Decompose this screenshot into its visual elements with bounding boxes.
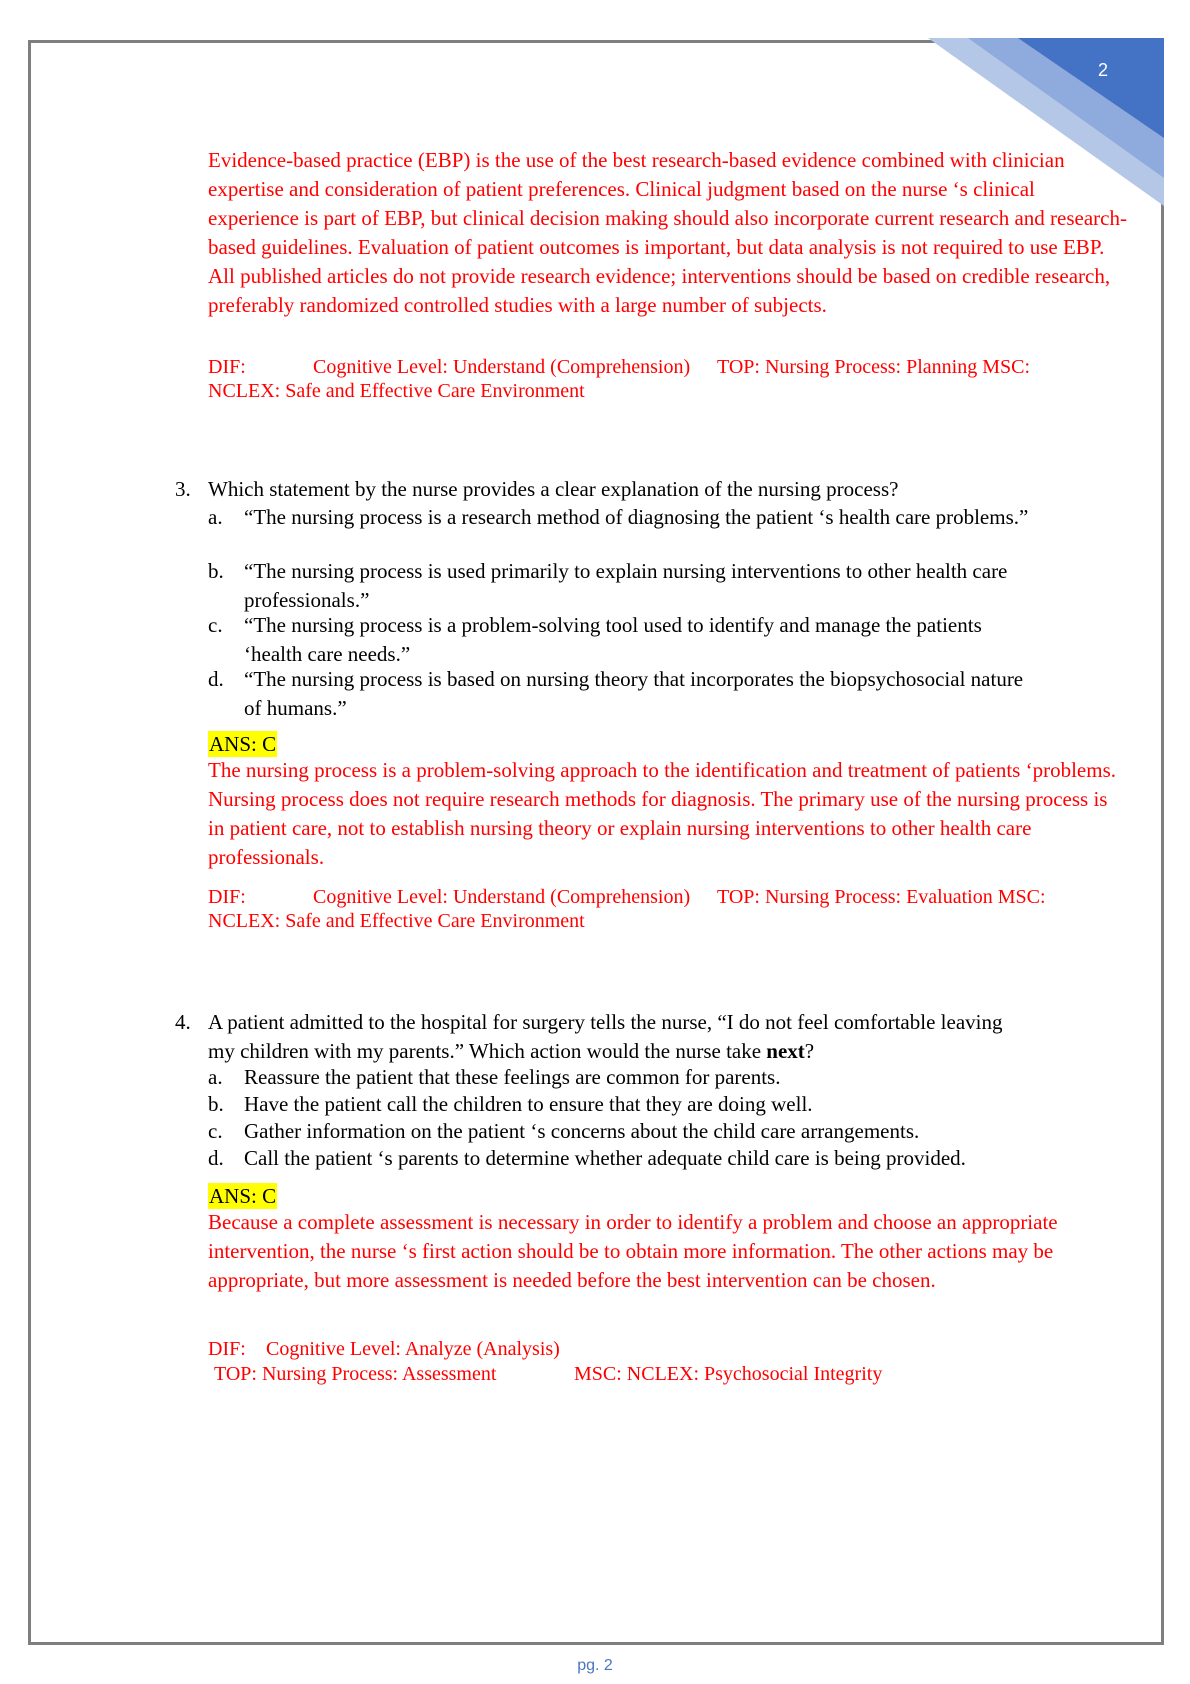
header-page-number: 2 bbox=[1098, 60, 1109, 80]
q4-option-c: Gather information on the patient ‘s concerns about the child care arrangements. bbox=[244, 1119, 920, 1143]
q4-meta-line2 bbox=[214, 1361, 1154, 1387]
q2-meta-line1 bbox=[208, 354, 1148, 380]
q3-option-c-letter: c. bbox=[208, 613, 223, 637]
q2-msc: NCLEX: Safe and Effective Care Environment bbox=[208, 380, 585, 402]
q4-option-d-letter: d. bbox=[208, 1146, 224, 1170]
q4-meta-line1 bbox=[208, 1336, 1148, 1362]
q3-rationale: The nursing process is a problem-solving approach to the identification and treatment of patients ‘problems. Nursing process does not require research methods for diagnosis. The primary use of the nursing process is in patient care, not to establish nursing theory or explain nursing interventions to other health care professionals. bbox=[208, 758, 1117, 869]
q2-dif: DIF: bbox=[208, 356, 246, 378]
q4-rationale: Because a complete assessment is necessary in order to identify a problem and choose an appropriate intervention, the nurse ‘s first action should be to obtain more information. The other actions may be appropriate, but more assessment is needed before the best intervention can be chosen. bbox=[208, 1210, 1058, 1292]
q3-stem: Which statement by the nurse provides a clear explanation of the nursing process? bbox=[208, 477, 899, 501]
q3-option-a: “The nursing process is a research method of diagnosing the patient ‘s health care problems.” bbox=[244, 505, 1029, 529]
q3-top: TOP: Nursing Process: Evaluation MSC: bbox=[717, 886, 1046, 908]
q3-answer: ANS: C bbox=[209, 732, 277, 756]
q3-number: 3. bbox=[175, 477, 191, 501]
q4-number: 4. bbox=[175, 1010, 191, 1034]
q4-option-c-letter: c. bbox=[208, 1119, 223, 1143]
q3-option-a-letter: a. bbox=[208, 505, 223, 529]
q4-stem-text: A patient admitted to the hospital for surgery tells the nurse, “I do not feel comfortable leaving my children with my parents.” Which action would the nurse take bbox=[208, 1010, 1003, 1063]
q3-option-b-letter: b. bbox=[208, 559, 224, 583]
q4-answer: ANS: C bbox=[209, 1184, 277, 1208]
q3-option-d-letter: d. bbox=[208, 667, 224, 691]
q4-option-a: Reassure the patient that these feelings are common for parents. bbox=[244, 1065, 781, 1089]
q4-option-b: Have the patient call the children to ensure that they are doing well. bbox=[244, 1092, 813, 1116]
q4-stem bbox=[208, 1008, 1008, 1066]
q2-cognitive: Cognitive Level: Understand (Comprehension) bbox=[313, 356, 691, 378]
q3-option-b: “The nursing process is used primarily to explain nursing interventions to other health care professionals.” bbox=[244, 559, 1008, 612]
footer-page-label: pg. 2 bbox=[577, 1657, 613, 1674]
q4-option-b-letter: b. bbox=[208, 1092, 224, 1116]
q4-option-a-letter: a. bbox=[208, 1065, 223, 1089]
q3-msc: NCLEX: Safe and Effective Care Environment bbox=[208, 910, 585, 932]
q3-option-d: “The nursing process is based on nursing theory that incorporates the biopsychosocial nature of humans.” bbox=[244, 667, 1024, 720]
q2-top: TOP: Nursing Process: Planning MSC: bbox=[717, 356, 1030, 378]
q4-dif: DIF: bbox=[208, 1338, 246, 1360]
q2-rationale: Evidence-based practice (EBP) is the use of the best research-based evidence combined with clinician expertise and consideration of patient preferences. Clinical judgment based on the nurse ‘s clinical experience is part of EBP, but clinical decision making should also incorporate current research and research-based guidelines. Evaluation of patient outcomes is important, but data analysis is not required to use EBP. All published articles do not provide research evidence; interventions should be based on credible research, preferably randomized controlled studies with a large number of subjects. bbox=[208, 148, 1127, 317]
q4-cognitive: Cognitive Level: Analyze (Analysis) bbox=[266, 1338, 560, 1360]
q4-stem-end: ? bbox=[804, 1039, 815, 1063]
q3-dif: DIF: bbox=[208, 886, 246, 908]
q3-meta-line1 bbox=[208, 884, 1148, 910]
q4-option-d: Call the patient ‘s parents to determine whether adequate child care is being provided. bbox=[244, 1146, 966, 1170]
q4-top: TOP: Nursing Process: Assessment bbox=[214, 1363, 497, 1385]
q4-stem-bold: next bbox=[766, 1039, 805, 1063]
q3-option-c: “The nursing process is a problem-solving tool used to identify and manage the patients ‘health care needs.” bbox=[244, 613, 982, 666]
q3-cognitive: Cognitive Level: Understand (Comprehension) bbox=[313, 886, 691, 908]
q4-msc: MSC: NCLEX: Psychosocial Integrity bbox=[574, 1363, 883, 1385]
